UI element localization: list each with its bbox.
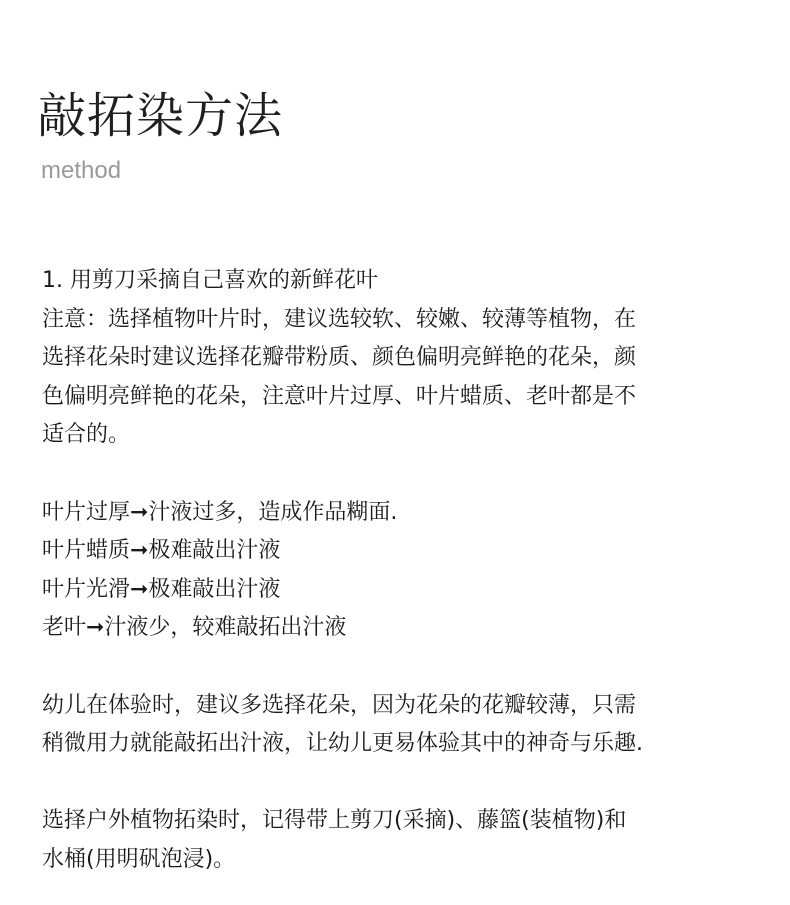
page-subtitle: method [41, 157, 122, 184]
page-title: 敲拓染方法 [38, 88, 284, 144]
instructions-body [42, 262, 746, 880]
leaf-note-waxy: 叶片蜡质➞极难敲出汁液 [42, 538, 281, 564]
outdoor-tip-section [42, 802, 746, 879]
outdoor-tip-line: 选择户外植物拓染时，记得带上剪刀(采摘)、藤篮(装植物)和 [42, 808, 627, 834]
note-line: 选择花朵时建议选择花瓣带粉质、颜色偏明亮鲜艳的花朵，颜 [42, 345, 637, 371]
leaf-notes-section [42, 494, 746, 648]
paragraph-spacer [42, 764, 746, 803]
leaf-note-smooth: 叶片光滑➞极难敲出汁液 [42, 576, 281, 602]
note-line: 色偏明亮鲜艳的花朵，注意叶片过厚、叶片蜡质、老叶都是不 [42, 383, 637, 409]
note-line: 注意：选择植物叶片时，建议选较软、较嫩、较薄等植物，在 [42, 306, 637, 332]
children-tip-section [42, 687, 746, 764]
step-1-heading: 1. 用剪刀采摘自己喜欢的新鲜花叶 [42, 268, 378, 293]
leaf-note-old: 老叶➞汁液少，较难敲拓出汁液 [42, 615, 347, 641]
note-line: 适合的。 [42, 422, 131, 448]
paragraph-spacer [42, 455, 746, 494]
children-tip-line: 幼儿在体验时，建议多选择花朵，因为花朵的花瓣较薄，只需 [42, 692, 637, 718]
step-1-section [42, 262, 746, 455]
paragraph-spacer [42, 648, 746, 687]
children-tip-line: 稍微用力就能敲拓出汁液，让幼儿更易体验其中的神奇与乐趣. [42, 731, 643, 757]
outdoor-tip-line: 水桶(用明矾泡浸)。 [42, 846, 236, 872]
leaf-note-thick: 叶片过厚➞汁液过多，造成作品糊面. [42, 499, 398, 525]
